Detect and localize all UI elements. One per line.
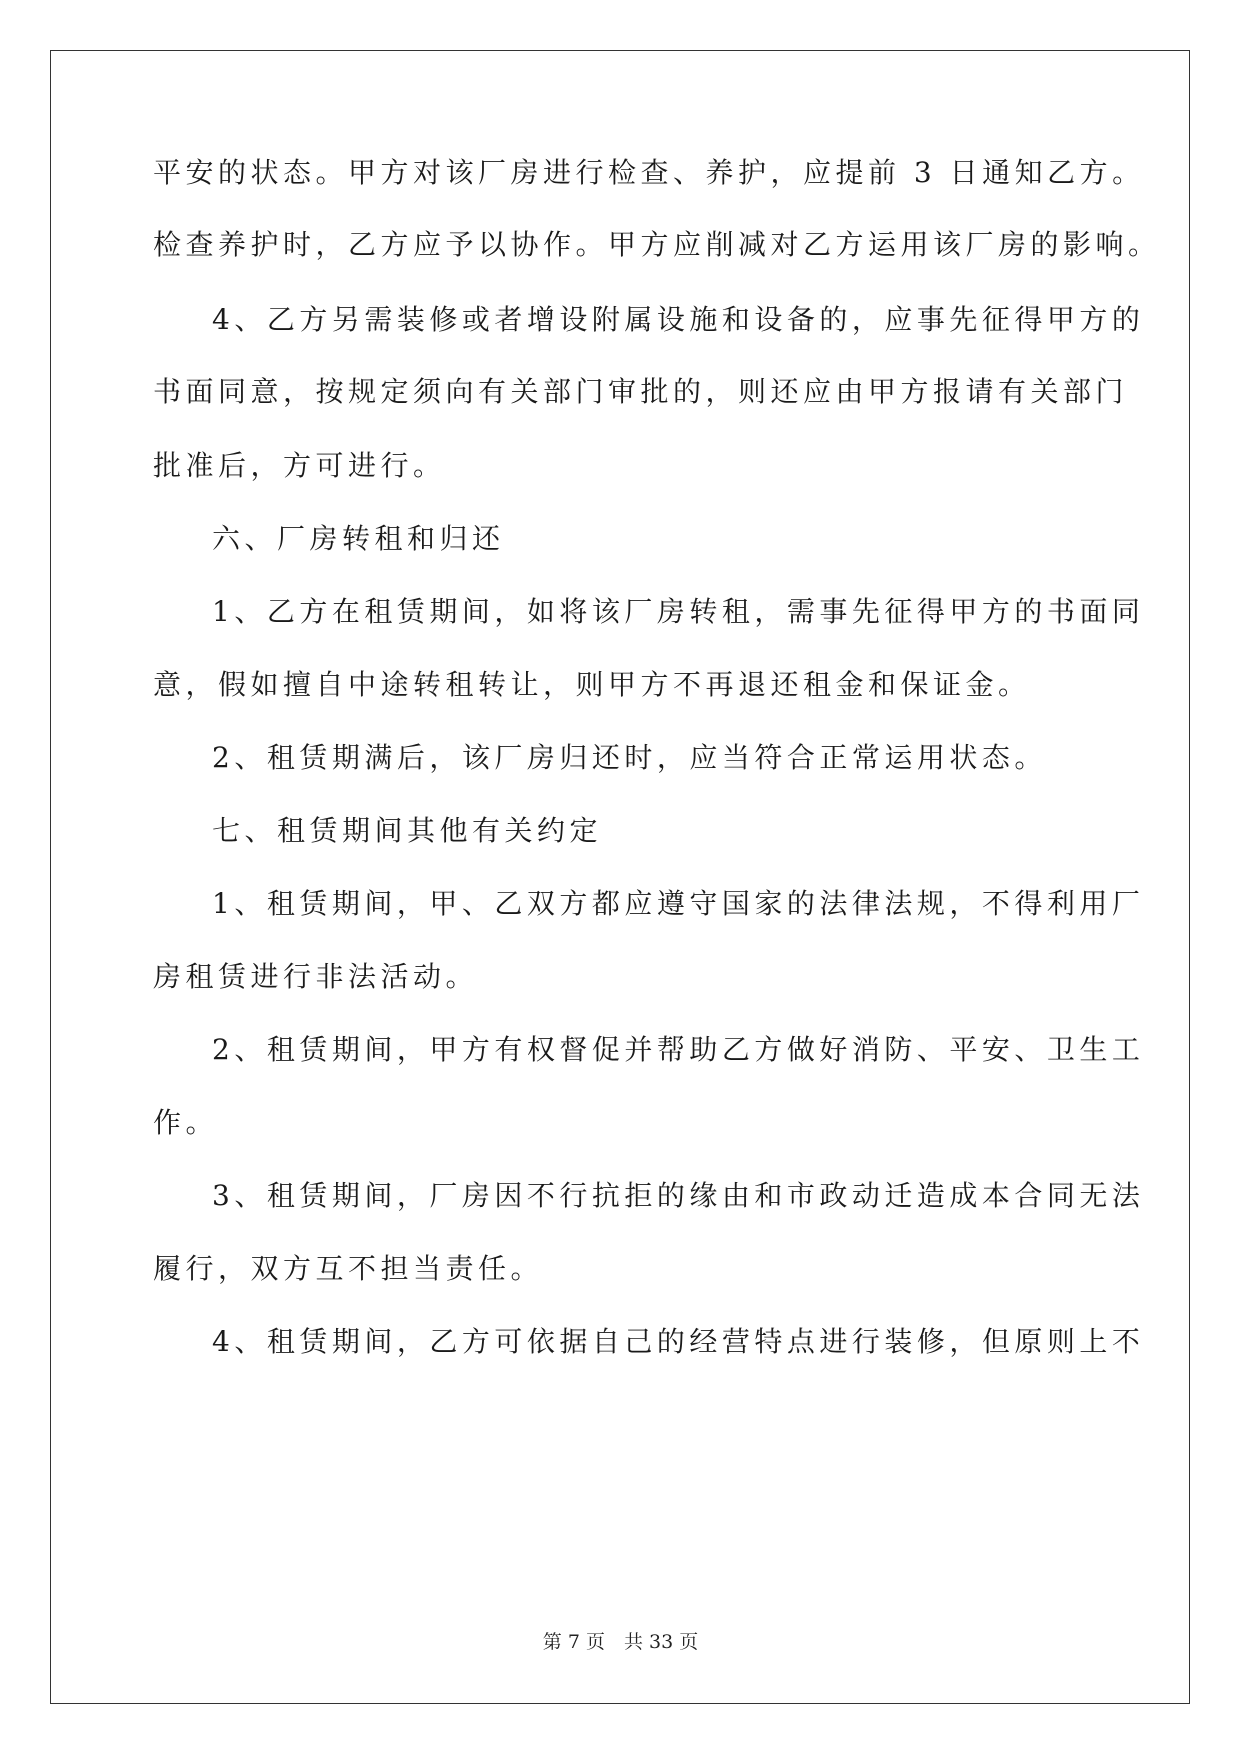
text-line-8: 意，假如擅自中途转租转让，则甲方不再退还租金和保证金。 [153, 668, 1031, 701]
text-line-9: 2、租赁期满后，该厂房归还时，应当符合正常运用状态。 [212, 741, 1047, 774]
text-line-17: 4、租赁期间，乙方可依据自己的经营特点进行装修，但原则上不 [212, 1325, 1145, 1358]
page-border [50, 50, 1190, 1704]
text-line-16: 履行，双方互不担当责任。 [153, 1252, 544, 1285]
text-line-11: 1、租赁期间，甲、乙双方都应遵守国家的法律法规，不得利用厂 [212, 887, 1145, 920]
text-line-2: 检查养护时，乙方应予以协作。甲方应削减对乙方运用该厂房的影响。 [153, 228, 1161, 261]
text-line-15: 3、租赁期间，厂房因不行抗拒的缘由和市政动迁造成本合同无法 [212, 1179, 1145, 1212]
section-heading-6: 六、厂房转租和归还 [212, 522, 505, 555]
text-line-5: 批准后，方可进行。 [153, 449, 446, 482]
text-line-1: 平安的状态。甲方对该厂房进行检查、养护，应提前 3 日通知乙方。 [153, 156, 1145, 189]
text-line-7: 1、乙方在租赁期间，如将该厂房转租，需事先征得甲方的书面同 [212, 595, 1145, 628]
page-number: 第 7 页 共 33 页 [542, 1631, 699, 1653]
text-line-4: 书面同意，按规定须向有关部门审批的，则还应由甲方报请有关部门 [153, 375, 1129, 408]
text-line-12: 房租赁进行非法活动。 [153, 960, 479, 993]
text-line-3: 4、乙方另需装修或者增设附属设施和设备的，应事先征得甲方的 [212, 303, 1145, 336]
text-line-13: 2、租赁期间，甲方有权督促并帮助乙方做好消防、平安、卫生工 [212, 1033, 1145, 1066]
section-heading-7: 七、租赁期间其他有关约定 [212, 814, 603, 847]
text-line-14: 作。 [153, 1106, 219, 1139]
